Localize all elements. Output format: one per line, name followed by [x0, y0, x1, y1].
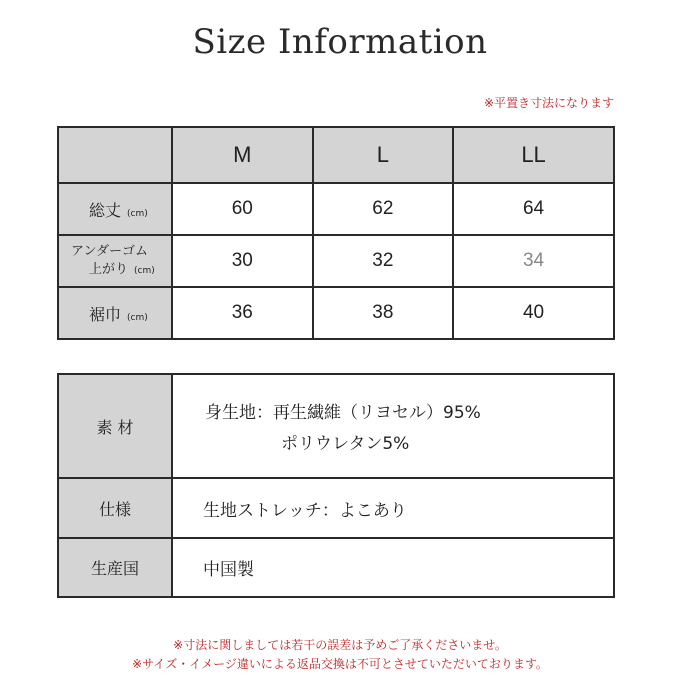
origin-value: 中国製 [172, 538, 614, 597]
size-header-ll: LL [453, 127, 614, 183]
row-label-hem-width [58, 287, 172, 339]
material-label: 素 材 [58, 374, 172, 478]
tolerance-note: ※寸法に関しましては若干の誤差は予めご了承くださいませ。 [173, 638, 507, 652]
table-cell: 64 [453, 183, 614, 235]
table-cell: 40 [453, 287, 614, 339]
unit-label: (cm) [127, 312, 148, 323]
table-cell: 62 [313, 183, 454, 235]
table-cell: 36 [172, 287, 313, 339]
material-line-2: ポリウレタン5% [281, 434, 410, 454]
origin-label: 生産国 [58, 538, 172, 597]
row-label-text: アンダーゴム [71, 243, 148, 259]
header-corner [58, 127, 172, 183]
table-cell: 38 [313, 287, 454, 339]
table-cell: 60 [172, 183, 313, 235]
info-table [57, 373, 615, 598]
row-label-text: 上がり [89, 261, 129, 277]
size-header-row [58, 127, 614, 183]
unit-label: (cm) [134, 265, 155, 276]
table-cell: 32 [313, 235, 454, 287]
table-cell: 30 [172, 235, 313, 287]
row-label-text: 総丈 [89, 200, 122, 220]
unit-label: (cm) [127, 208, 148, 219]
material-line-1: 身生地：再生繊維（リヨセル）95% [205, 403, 481, 423]
page-title: Size Information [192, 22, 488, 62]
row-label-total-length [58, 183, 172, 235]
origin-row [58, 538, 614, 597]
material-value [172, 374, 614, 478]
size-header-m: M [172, 127, 313, 183]
spec-label: 仕様 [58, 478, 172, 538]
table-cell: 34 [453, 235, 614, 287]
row-label-text: 裾巾 [89, 304, 122, 324]
spec-row [58, 478, 614, 538]
flat-measurement-note: ※平置き寸法になります [483, 96, 614, 110]
size-table [57, 126, 615, 340]
size-header-l: L [313, 127, 454, 183]
spec-value: 生地ストレッチ：よこあり [172, 478, 614, 538]
return-policy-note: ※サイズ・イメージ違いによる返品交換は不可とさせていただいております。 [132, 657, 548, 671]
table-row [58, 287, 614, 339]
row-label-under-rubber [58, 235, 172, 287]
table-row [58, 183, 614, 235]
table-row [58, 235, 614, 287]
material-row [58, 374, 614, 478]
